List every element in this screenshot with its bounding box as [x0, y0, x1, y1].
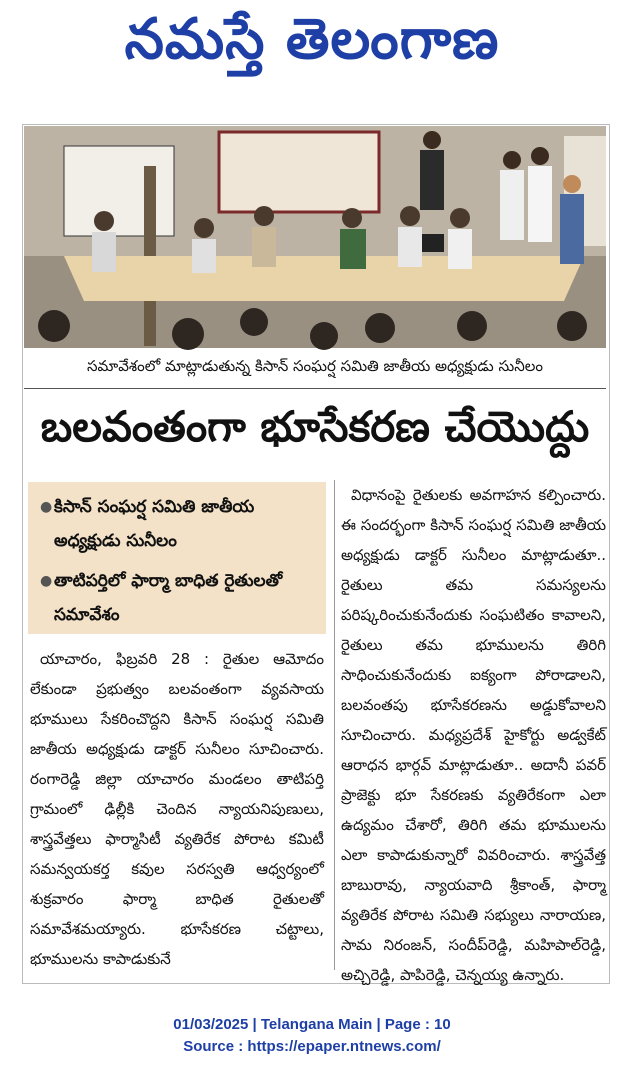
- article-headline: బలవంతంగా భూసేకరణ చేయొద్దు: [40, 402, 590, 451]
- newspaper-logo: నమస్తే తెలంగాణ: [124, 6, 500, 72]
- article-body-left-column: [30, 644, 324, 970]
- highlight-item: [40, 564, 318, 632]
- highlight-text: తాటిపర్తిలో ఫార్మా బాధిత రైతులతో సమావేశం: [54, 571, 283, 625]
- page-footer: [0, 1014, 624, 1058]
- bullet-icon: ●: [40, 573, 53, 589]
- article-photo: [24, 126, 606, 348]
- bullet-icon: ●: [40, 499, 53, 515]
- article-body-right-column: [334, 480, 606, 984]
- masthead: [0, 0, 624, 92]
- highlight-item: [40, 490, 318, 558]
- highlights-box: [28, 482, 326, 634]
- article-body-text: విధానంపై రైతులకు అవగాహన కల్పించారు. ఈ సందర్భంగా కిసాన్ సంఘర్ష సమితి జాతీయ అధ్యక్షుడు డాక్టర్ సునీలం మాట్లాడుతూ.. రైతులు తమ సమస్యలను పరిష్కరించుకునేందుకు సంఘటితం కావాలని, రైతులు తమ భూములను తిరిగి సాధించుకునేందుకు ఐక్యంగా పోరాడాలని, బలవంతపు భూసేకరణను అడ్డుకోవాలని సూచించారు. మధ్యప్రదేశ్ హైకోర్టు అడ్వకేట్ ఆరాధన భార్గవ్ మాట్లాడుతూ.. అదానీ పవర్ ప్రాజెక్టు భూ సేకరణకు వ్యతిరేకంగా ఎలా ఉద్యమం చేశారో, తిరిగి తమ భూములను ఎలా కాపాడుకున్నారో వివరించారు. శాస్త్రవేత్త బాబురావు, న్యాయవాది శ్రీకాంత్, ఫార్మా వ్యతిరేక పోరాట సమితి సభ్యులు నారాయణ, సామ నిరంజన్, సందీప్‌రెడ్డి, మహిపాల్‌రెడ్డి, అచ్చిరెడ్డి, పాపిరెడ్డి, చెన్నయ్య ఉన్నారు.: [341, 486, 606, 984]
- photo-caption: సమావేశంలో మాట్లాడుతున్న కిసాన్ సంఘర్ష సమితి జాతీయ అధ్యక్షుడు సునీలం: [24, 348, 606, 389]
- meeting-photo-illustration: [24, 126, 606, 348]
- highlight-text: కిసాన్ సంఘర్ష సమితి జాతీయ అధ్యక్షుడు సునీలం: [54, 497, 255, 551]
- article-body-text: యాచారం, ఫిబ్రవరి 28 : రైతుల ఆమోదం లేకుండా ప్రభుత్వం బలవంతంగా వ్యవసాయ భూములు సేకరించొద్దని కిసాన్ సంఘర్ష సమితి జాతీయ అధ్యక్షుడు డాక్టర్ సునీలం సూచించారు. రంగారెడ్డి జిల్లా యాచారం మండలం తాటిపర్తి గ్రామంలో ఢిల్లీకి చెందిన న్యాయనిపుణులు, శాస్త్రవేత్తలు ఫార్మాసిటీ వ్యతిరేక పోరాట కమిటీ సమన్వయకర్త కవుల సరస్వతి ఆధ్వర్యంలో శుక్రవారం ఫార్మా బాధిత రైతులతో సమావేశమయ్యారు. భూసేకరణ చట్టాలు, భూములను కాపాడుకునే: [30, 650, 324, 968]
- edition-info: 01/03/2025 | Telangana Main | Page : 10: [173, 1016, 451, 1033]
- source-link[interactable]: Source : https://epaper.ntnews.com/: [183, 1038, 441, 1055]
